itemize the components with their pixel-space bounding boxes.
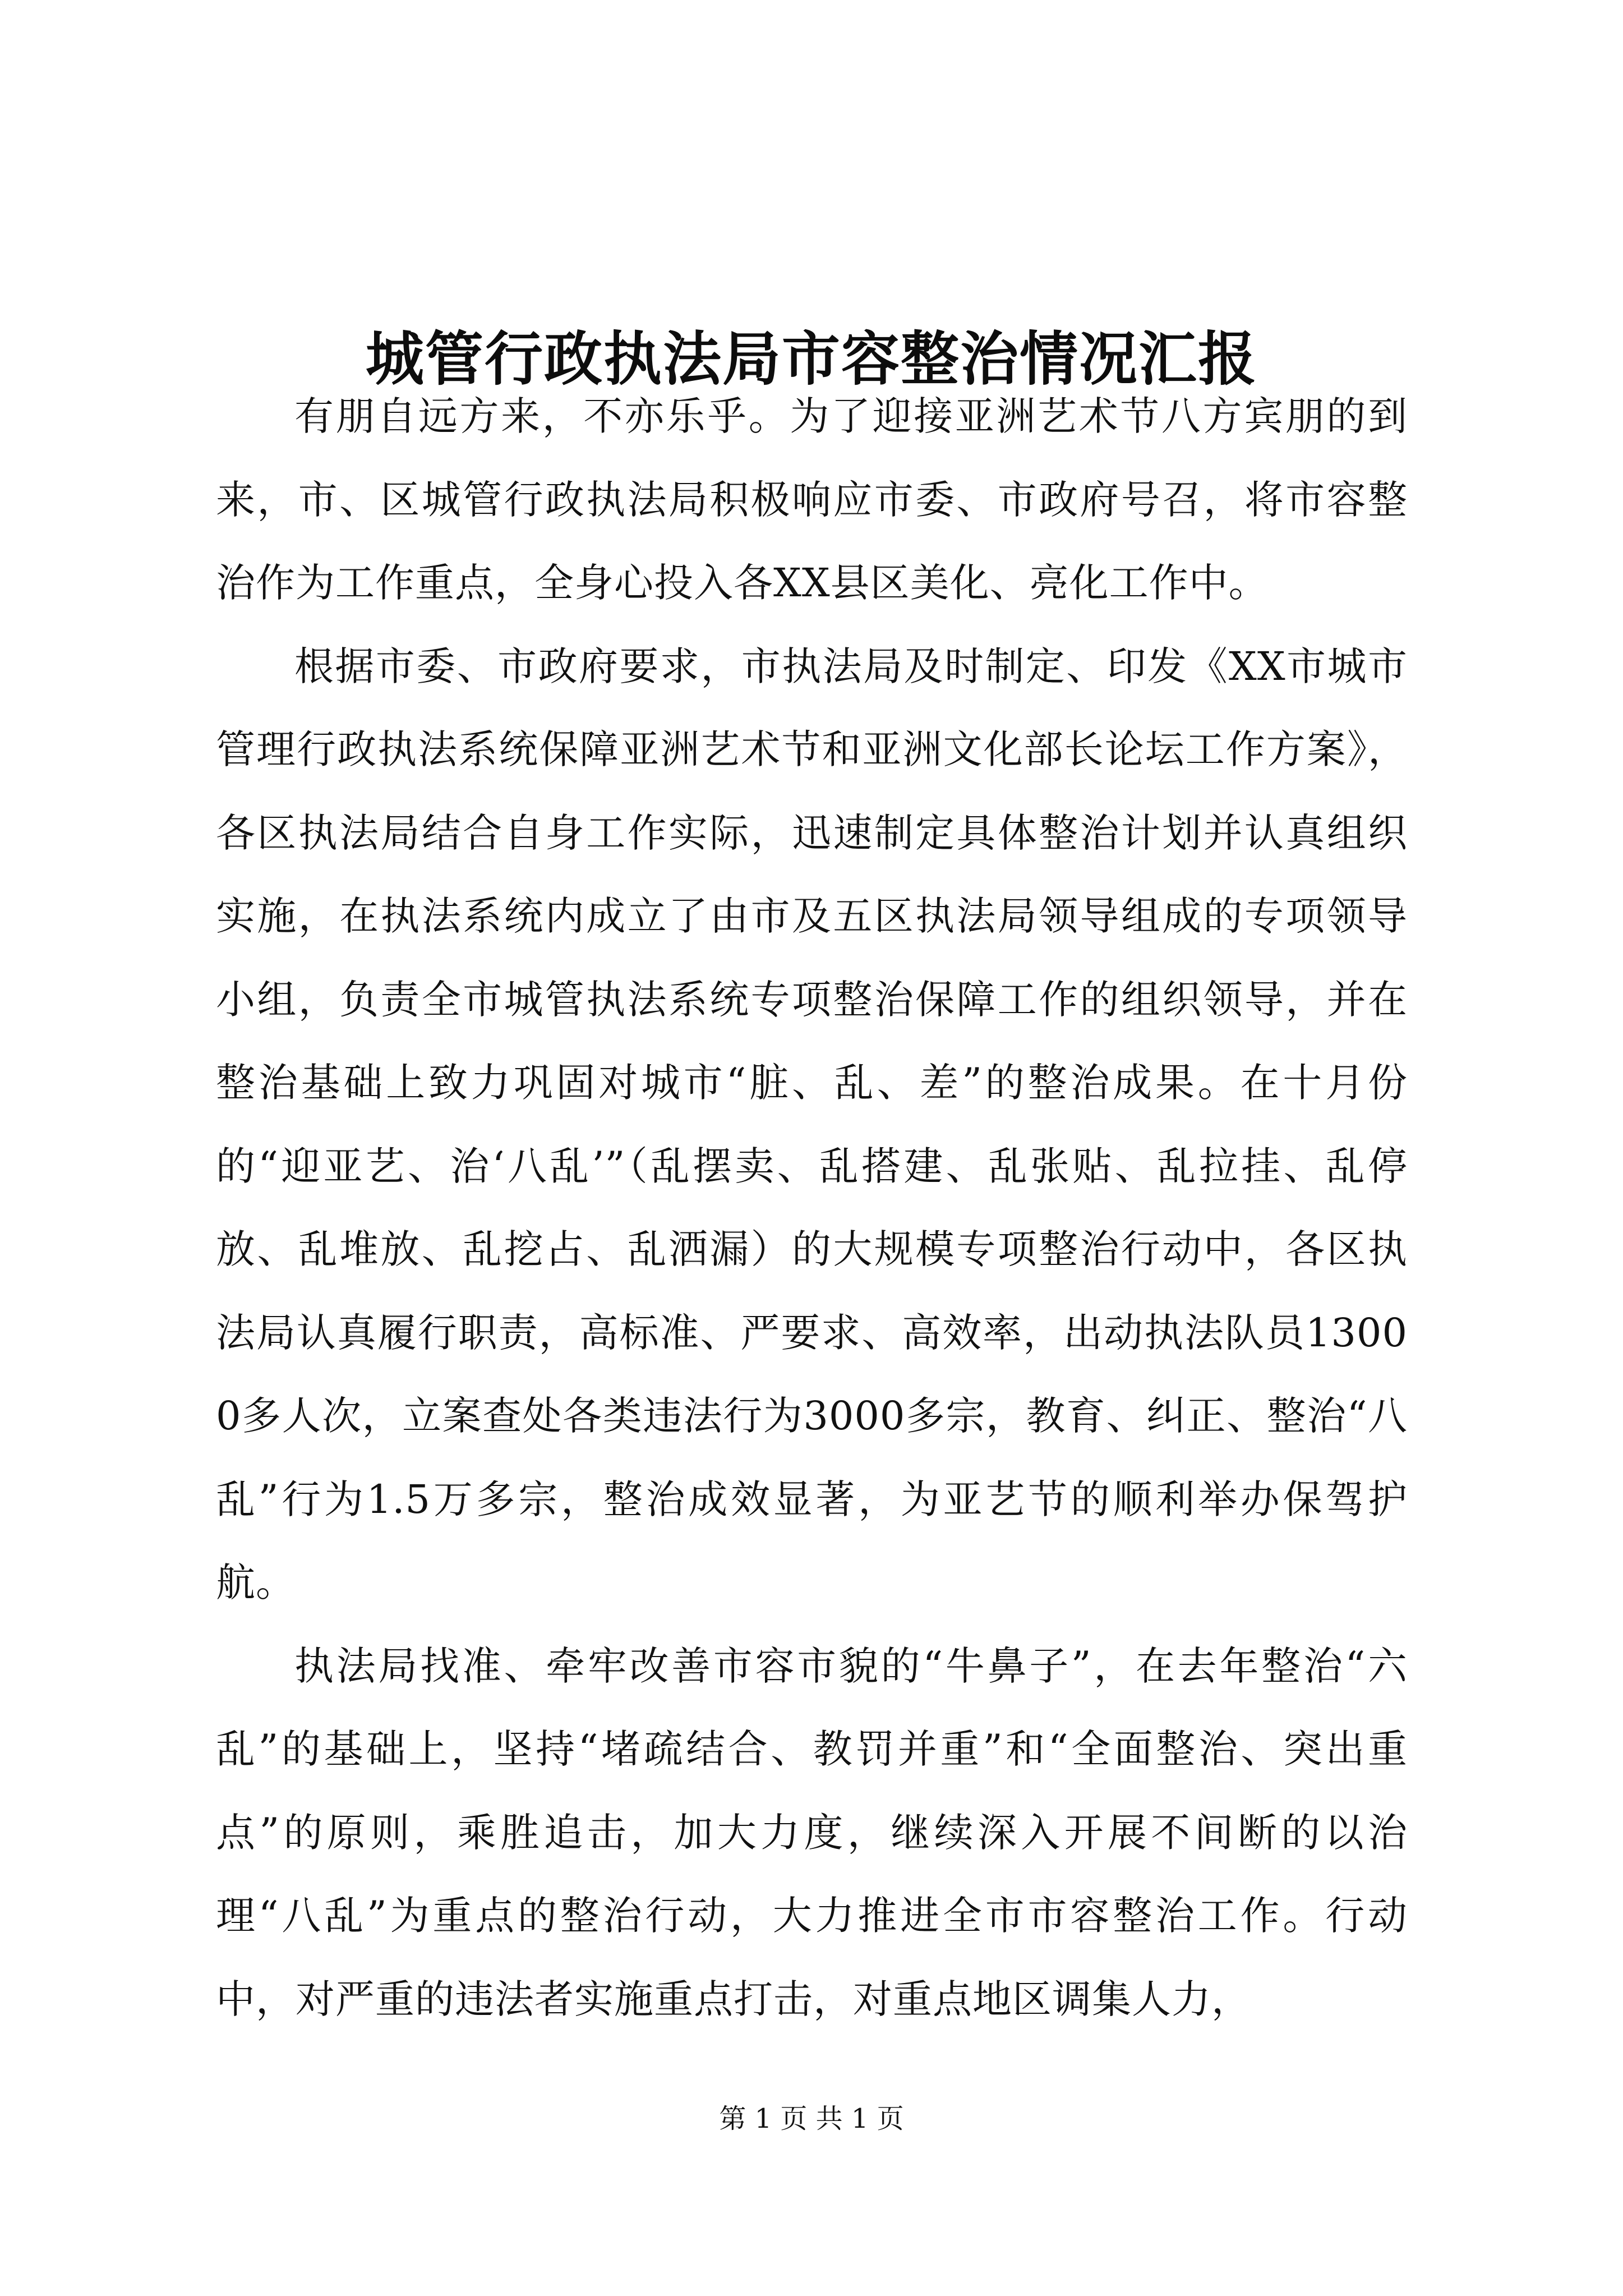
page-footer: 第 1 页 共 1 页 bbox=[719, 2103, 904, 2134]
document-title: 城管行政执法局市容整治情况汇报 bbox=[365, 324, 1257, 393]
paragraph-1: 有朋自远方来，不亦乐乎。为了迎接亚洲艺术节八方宾朋的到来，市、区城管行政执法局积极响应市委、市政府号召，将市容整治作为工作重点，全身心投入各XX县区美化、亮化工作中。 bbox=[216, 393, 1408, 606]
document-body bbox=[216, 375, 1408, 2041]
paragraph-3: 执法局找准、牵牢改善市容市貌的“牛鼻子”，在去年整治“六乱”的基础上，坚持“堵疏结合、教罚并重”和“全面整治、突出重点”的原则，乘胜追击，加大力度，继续深入开展不间断的以治理“八乱”为重点的整治行动，大力推进全市市容整治工作。行动中，对严重的违法者实施重点打击，对重点地区调集人力， bbox=[216, 1642, 1408, 2022]
paragraph-2: 根据市委、市政府要求，市执法局及时制定、印发《XX市城市管理行政执法系统保障亚洲艺术节和亚洲文化部长论坛工作方案》，各区执法局结合自身工作实际，迅速制定具体整治计划并认真组织实施，在执法系统内成立了由市及五区执法局领导组成的专项领导小组，负责全市城管执法系统专项整治保障工作的组织领导，并在整治基础上致力巩固对城市“脏、乱、差”的整治成果。在十月份的“迎亚艺、治‘八乱’”（乱摆卖、乱搭建、乱张贴、乱拉挂、乱停放、乱堆放、乱挖占、乱洒漏）的大规模专项整治行动中，各区执法局认真履行职责，高标准、严要求、高效率，出动执法队员13000多人次，立案查处各类违法行为3000多宗，教育、纠正、整治“八乱”行为1.5万多宗，整治成效显著，为亚艺节的顺利举办保驾护航。 bbox=[216, 643, 1408, 1605]
